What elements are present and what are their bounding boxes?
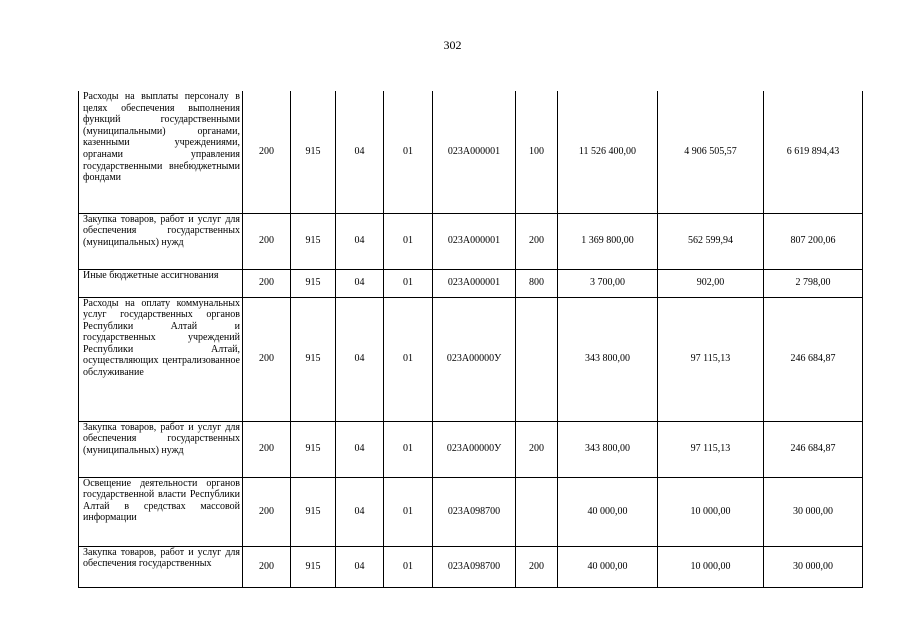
cell-amount: 10 000,00 [658,546,764,587]
cell-code: 01 [384,477,433,546]
cell-amount: 2 798,00 [764,269,863,297]
table-row [79,546,863,587]
cell-amount: 97 115,13 [658,297,764,421]
cell-amount: 246 684,87 [764,421,863,477]
cell-amount: 902,00 [658,269,764,297]
cell-code: 04 [336,91,384,213]
cell-expense-type: 800 [516,269,558,297]
cell-expense-type: 100 [516,91,558,213]
cell-amount: 562 599,94 [658,213,764,269]
cell-code: 915 [291,269,336,297]
cell-code: 04 [336,477,384,546]
cell-amount: 10 000,00 [658,477,764,546]
row-description: Закупка товаров, работ и услуг для обеспечения государственных (муниципальных) нужд [79,421,243,477]
budget-table [78,91,863,588]
cell-target-code: 023А00000У [433,421,516,477]
cell-code: 04 [336,297,384,421]
page-number: 302 [443,38,462,52]
cell-amount: 30 000,00 [764,546,863,587]
cell-amount: 4 906 505,57 [658,91,764,213]
cell-amount: 6 619 894,43 [764,91,863,213]
cell-code: 915 [291,477,336,546]
table-row [79,91,863,213]
cell-amount: 11 526 400,00 [558,91,658,213]
table-row [79,269,863,297]
cell-code: 01 [384,269,433,297]
cell-target-code: 023А000001 [433,91,516,213]
table-row [79,477,863,546]
row-description: Расходы на оплату коммунальных услуг государственных органов Республики Алтай и государственных учреждений Республики Алтай, осуществляющих централизованное обслуживание [79,297,243,421]
cell-expense-type [516,477,558,546]
cell-amount: 246 684,87 [764,297,863,421]
cell-target-code: 023А098700 [433,546,516,587]
cell-code: 04 [336,421,384,477]
cell-amount: 343 800,00 [558,421,658,477]
cell-code: 01 [384,421,433,477]
cell-code: 915 [291,297,336,421]
row-description: Закупка товаров, работ и услуг для обеспечения государственных [79,546,243,587]
row-description: Закупка товаров, работ и услуг для обеспечения государственных (муниципальных) нужд [79,213,243,269]
cell-amount: 40 000,00 [558,546,658,587]
cell-code: 04 [336,213,384,269]
cell-code: 200 [243,546,291,587]
cell-expense-type: 200 [516,546,558,587]
row-description: Расходы на выплаты персоналу в целях обеспечения выполнения функций государственными (муниципальными) органами, казенными учреждениями, органами управления государственными внебюджетными фондами [79,91,243,213]
cell-code: 200 [243,269,291,297]
cell-code: 200 [243,421,291,477]
cell-amount: 30 000,00 [764,477,863,546]
row-description: Освещение деятельности органов государственной власти Республики Алтай в средствах массовой информации [79,477,243,546]
cell-code: 915 [291,421,336,477]
cell-target-code: 023А00000У [433,297,516,421]
cell-code: 200 [243,477,291,546]
cell-code: 01 [384,91,433,213]
cell-amount: 343 800,00 [558,297,658,421]
cell-target-code: 023А000001 [433,269,516,297]
cell-code: 01 [384,546,433,587]
row-description: Иные бюджетные ассигнования [79,269,243,297]
cell-expense-type [516,297,558,421]
cell-code: 01 [384,297,433,421]
cell-amount: 40 000,00 [558,477,658,546]
cell-amount: 1 369 800,00 [558,213,658,269]
cell-expense-type: 200 [516,421,558,477]
cell-target-code: 023А000001 [433,213,516,269]
cell-target-code: 023А098700 [433,477,516,546]
table-row [79,421,863,477]
cell-amount: 97 115,13 [658,421,764,477]
cell-code: 915 [291,213,336,269]
cell-code: 200 [243,297,291,421]
cell-code: 915 [291,546,336,587]
cell-amount: 3 700,00 [558,269,658,297]
cell-amount: 807 200,06 [764,213,863,269]
cell-code: 200 [243,91,291,213]
table-row [79,297,863,421]
cell-code: 04 [336,269,384,297]
table-row [79,213,863,269]
cell-code: 04 [336,546,384,587]
cell-code: 200 [243,213,291,269]
cell-code: 915 [291,91,336,213]
cell-code: 01 [384,213,433,269]
cell-expense-type: 200 [516,213,558,269]
